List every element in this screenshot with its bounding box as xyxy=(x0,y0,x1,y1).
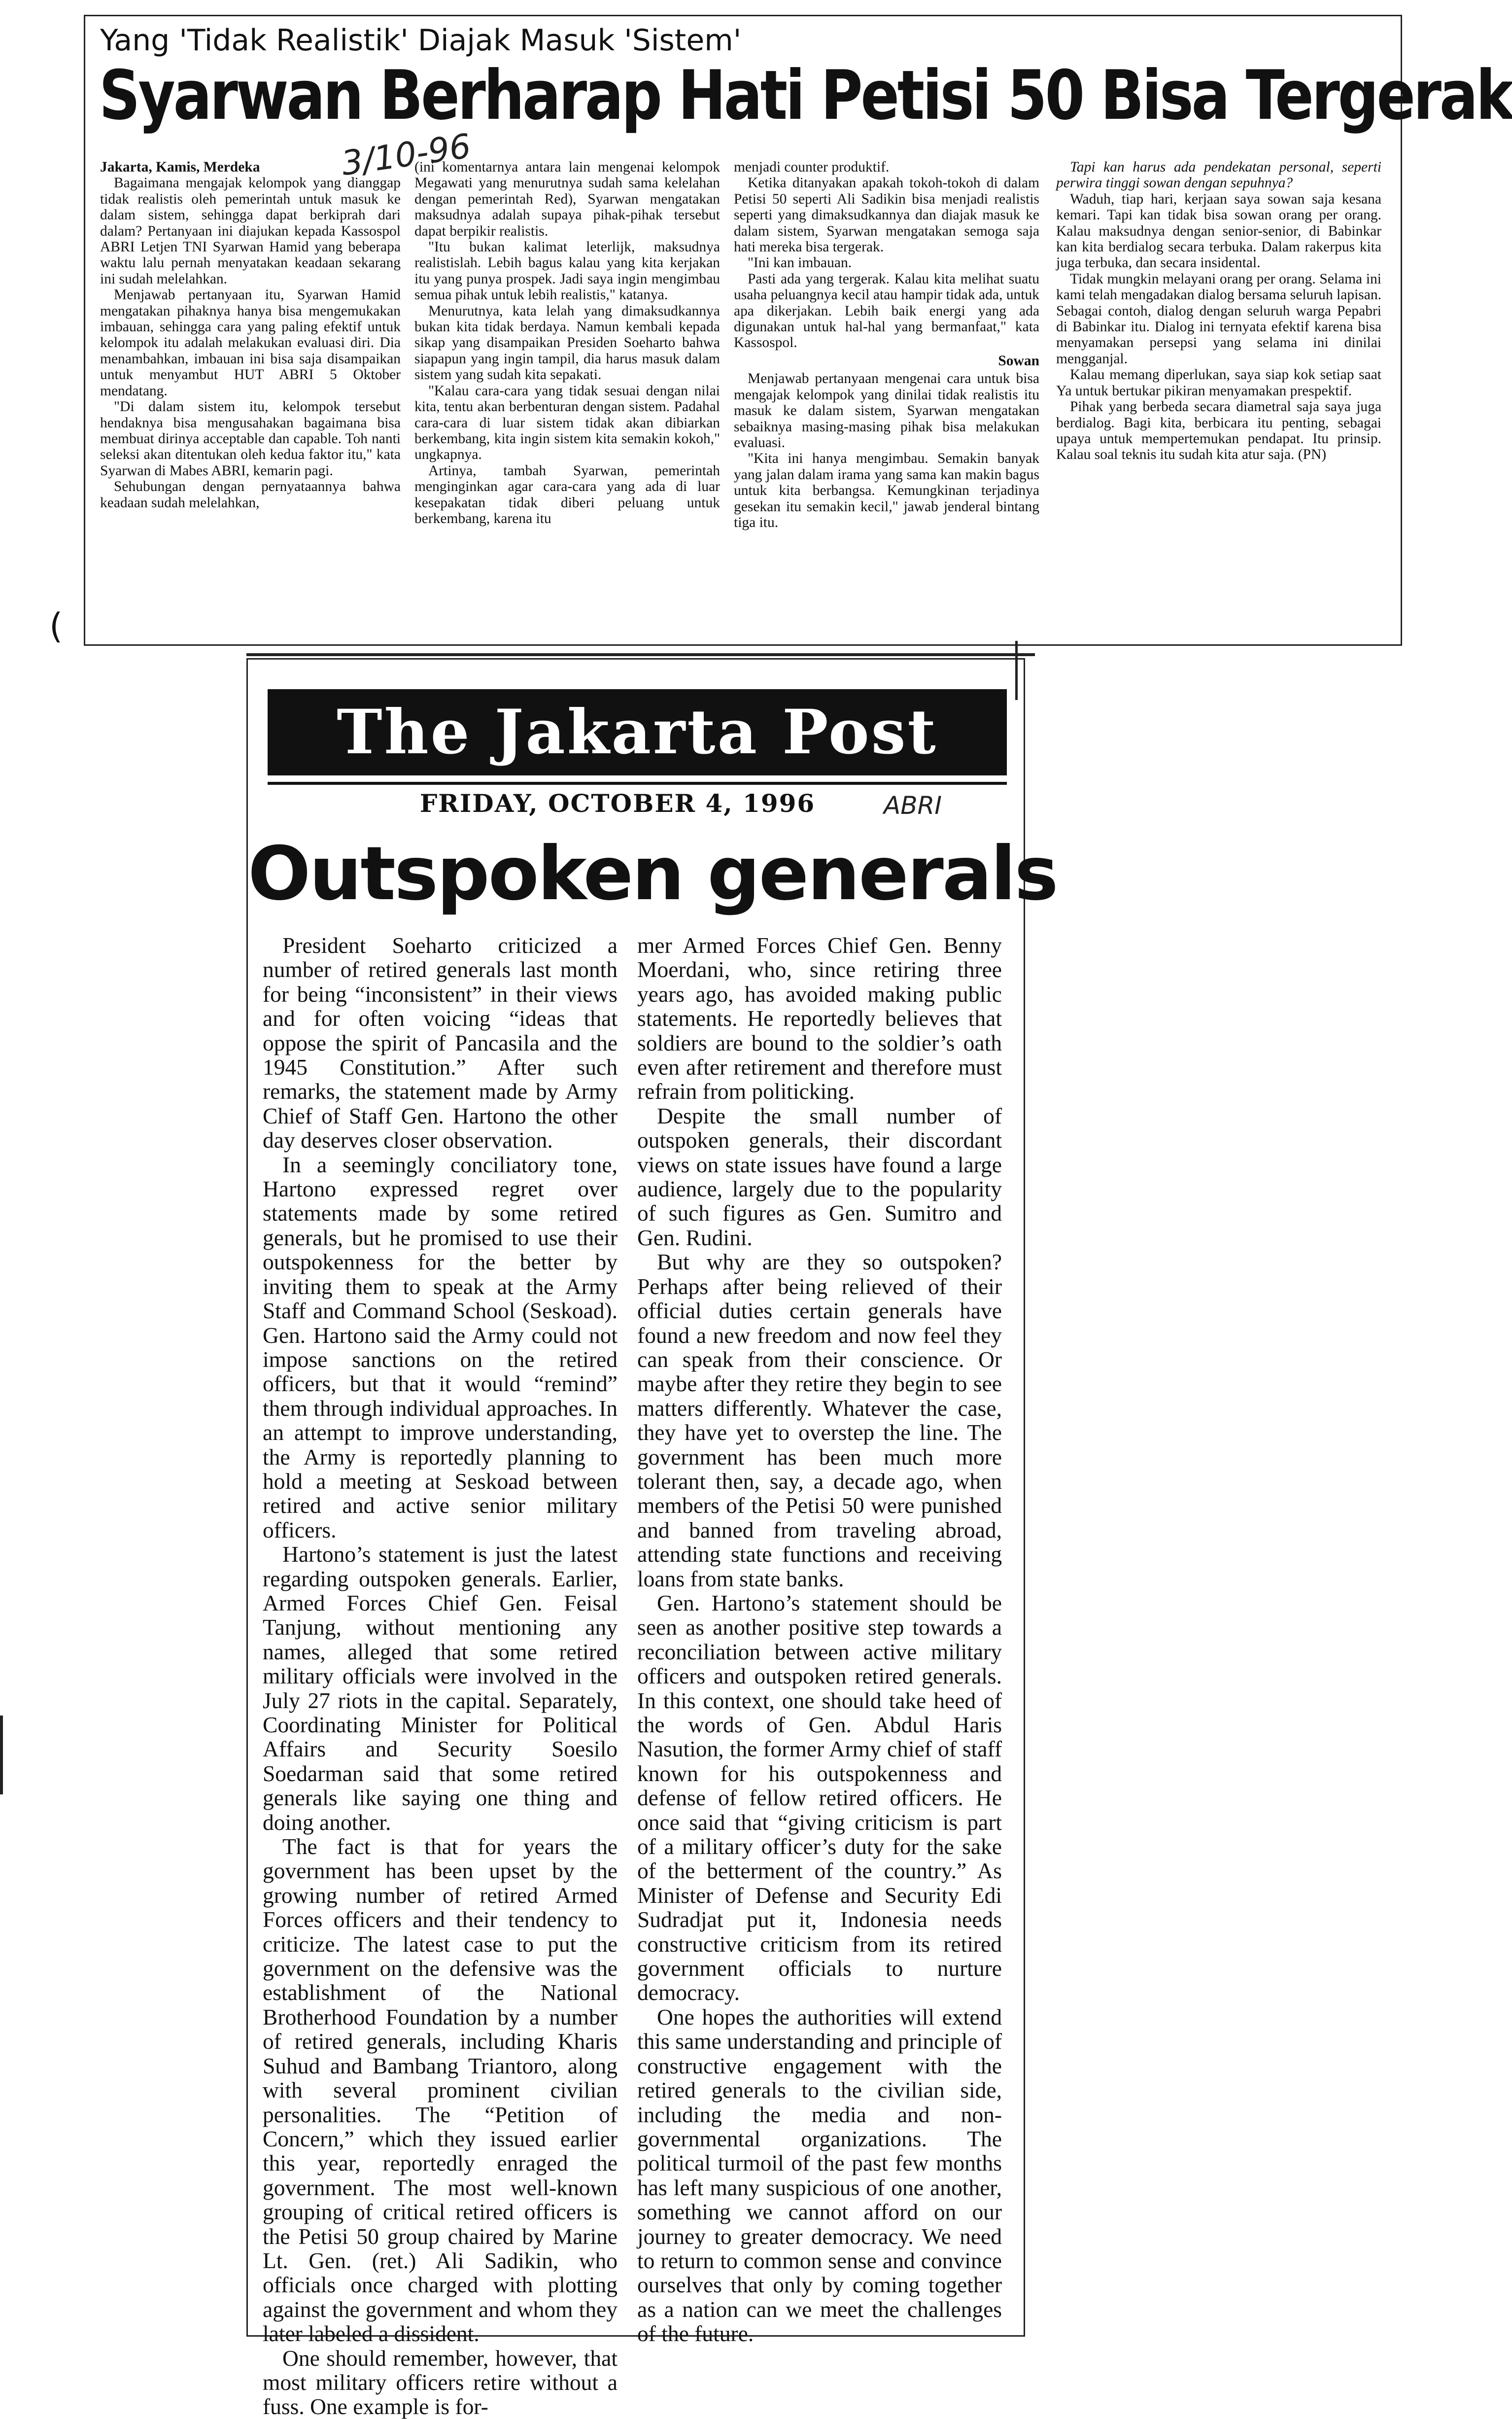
paragraph: Ketika ditanyakan apakah tokoh-tokoh di dalam Petisi 50 seperti Ali Sadikin bisa menjadi realistis seperti yang dimaksudkannya dan diajak masuk ke dalam sistem, Syarwan mengatakan semoga saja hati mereka bisa tergerak. xyxy=(734,175,1039,255)
paragraph: Menurutnya, kata lelah yang dimaksudkannya bukan kita tidak berdaya. Namun kembali kepada sikap yang disampaikan Presiden Soeharto bahwa siapapun yang ingin tampil, dia harus masuk dalam sistem yang sudah kita sepakati. xyxy=(414,303,720,383)
paragraph: One should remember, however, that most military officers retire without a fuss. One example is for- xyxy=(263,2345,618,2419)
paragraph: (ini komentarnya antara lain mengenai kelompok Megawati yang menurutnya sudah sama kelelahan dengan pemerintah Red), Syarwan mengatakan maksudnya adalah supaya pihak-pihak tersebut dapat berpikir realistis. xyxy=(414,159,720,239)
article1-column-1 xyxy=(100,159,401,640)
paragraph: Bagaimana mengajak kelompok yang dianggap tidak realistis oleh pemerintah untuk masuk ke dalam sistem, sehingga dapat berkiprah dari dalam? Pertanyaan ini diajukan kepada Kassospol ABRI Letjen TNI Syarwan Hamid yang beberapa waktu lalu pernah menyatakan keadaan sekarang ini sudah melelahkan. xyxy=(100,175,401,287)
paragraph: Gen. Hartono’s statement should be seen as another positive step towards a reconciliation between active military officers and outspoken retired generals. In this context, one should take heed of the words of Gen. Abdul Haris Nasution, the former Army chief of staff known for his outspokenness and defense of fellow retired officers. He once said that “giving criticism is part of a military officer’s duty for the sake of the betterment of the country.” As Minister of Defense and Security Edi Sudradjat put it, Indonesia needs constructive criticism from its retired government officials to nurture democracy. xyxy=(637,1590,1002,2005)
svg-text:ABRI: ABRI xyxy=(884,791,942,820)
editorial-column-2 xyxy=(637,933,1002,2347)
margin-bracket-mark: ( xyxy=(49,606,63,646)
paragraph: menjadi counter produktif. xyxy=(734,159,890,175)
paragraph: But why are they so outspoken? Perhaps after being relieved of their official duties certain generals have found a new freedom and now feel they can speak from their conscience. Or maybe after they retire they begin to see matters differently. Whatever the case, they have yet to overstep the line. The government has been much more tolerant then, say, a decade ago, when members of the Petisi 50 were punished and banned from traveling abroad, attending state functions and receiving loans from state banks. xyxy=(637,1249,1002,1591)
paragraph: Menjawab pertanyaan mengenai cara untuk bisa mengajak kelompok yang dinilai tidak realistis itu masuk ke dalam sistem, Syarwan mengatakan sebaiknya masing-masing pihak bisa melakukan evaluasi. xyxy=(734,371,1039,451)
paragraph: Pihak yang berbeda secara diametral saja saya juga berdialog. Bagi kita, berbicara itu penting, sebagai upaya untuk mempertemukan pendapat. Itu prinsip. Kalau soal teknis itu sudah kita atur saja. (PN) xyxy=(1056,399,1381,463)
article1-headline: Syarwan Berharap Hati Petisi 50 Bisa Tergerak xyxy=(99,56,1512,135)
paragraph: "Kalau cara-cara yang tidak sesuai dengan nilai kita, tentu akan berbenturan dengan sistem. Padahal cara-cara di luar sistem tidak akan dibiarkan berkembang, kita ingin sistem kita semakin kokoh," ungkapnya. xyxy=(414,383,720,463)
publication-date: FRIDAY, OCTOBER 4, 1996 xyxy=(419,789,816,818)
paragraph: Sehubungan dengan pernyataannya bahwa keadaan sudah melelahkan, xyxy=(100,479,401,511)
paragraph: mer Armed Forces Chief Gen. Benny Moerdani, who, since retiring three years ago, has avoided making public statements. He reportedly believes that soldiers are bound to the soldier’s oath even after retirement and therefore must refrain from politicking. xyxy=(637,933,1002,1104)
article1-column-2 xyxy=(414,159,720,640)
paragraph: "Di dalam sistem itu, kelompok tersebut hendaknya bisa mengusahakan bagaimana bisa membuat dirinya acceptable dan capable. Toh nanti seleksi akan ditentukan oleh kedua faktor itu," kata Syarwan di Mabes ABRI, kemarin pagi. xyxy=(100,399,401,479)
masthead-rule xyxy=(268,782,1007,785)
paragraph: In a seemingly conciliatory tone, Hartono expressed regret over statements made by some retired generals, but he promised to use their outspokenness for the better by inviting them to speak at the Army Staff and Command School (Seskoad). Gen. Hartono said the Army could not impose sanctions on the retired officers, but that it would “remind” them through individual approaches. In an attempt to improve understanding, the Army is reportedly planning to hold a meeting at Seskoad between retired and active senior military officers. xyxy=(263,1152,618,1543)
article1-column-4 xyxy=(1056,159,1381,640)
svg-text:3/10-96: 3/10-96 xyxy=(339,127,474,184)
editorial-column-1 xyxy=(263,933,618,2419)
margin-edge-mark xyxy=(0,1716,3,1794)
handwritten-note xyxy=(879,785,977,825)
question-lead: Tapi kan harus ada pendekatan personal, seperti perwira tinggi sowan dengan sepuhnya? xyxy=(1056,159,1381,191)
paragraph: Hartono’s statement is just the latest regarding outspoken generals. Earlier, Armed Forces Chief Gen. Feisal Tanjung, without mentioning any names, alleged that some retired military officials were involved in the July 27 riots in the capital. Separately, Coordinating Minister for Political Affairs and Security Soesilo Soedarman said that some retired generals like saying one thing and doing another. xyxy=(263,1542,618,1835)
paragraph: "Kita ini hanya mengimbau. Semakin banyak yang jalan dalam irama yang sama kan makin bagus untuk kita berbangsa. Kemungkinan terjadinya gesekan itu semakin kecil," jawab jenderal bintang tiga itu. xyxy=(734,451,1039,530)
paragraph: Tidak mungkin melayani orang per orang. Selama ini kami telah mengadakan dialog bersama seluruh lapisan. Sebagai contoh, dialog dengan seluruh warga Pepabri di Babinkar itu. Dialog ini ternyata efektif karena bisa menyamakan persepsi yang selama ini dinilai mengganjal. xyxy=(1056,271,1381,367)
paragraph: Artinya, tambah Syarwan, pemerintah menginginkan agar cara-cara yang ada di luar kesepakatan tidak diberi peluang untuk berkembang, karena itu xyxy=(414,462,720,526)
clip-top-rule xyxy=(246,653,1035,656)
article1-column-3 xyxy=(734,159,1039,640)
paragraph: The fact is that for years the government has been upset by the growing number of retired Armed Forces officers and their tendency to criticize. The latest case to put the government on the defensive was the establishment of the National Brotherhood Foundation by a number of retired generals, including Kharis Suhud and Bambang Triantoro, along with several prominent civilian personalities. The “Petition of Concern,” which they issued earlier this year, reportedly enraged the government. The most well-known grouping of critical retired officers is the Petisi 50 group chaired by Marine Lt. Gen. (ret.) Ali Sadikin, who officials once charged with plotting against the government and whom they later labeled a dissident. xyxy=(263,1834,618,2347)
subhead: Sowan xyxy=(998,352,1039,369)
masthead: The Jakarta Post xyxy=(268,689,1007,775)
paragraph: President Soeharto criticized a number of retired generals last month for being “inconsistent” in their views and for often voicing “ideas that oppose the spirit of Pancasila and the 1945 Constitution.” After such remarks, the statement made by Army Chief of Staff Gen. Hartono the other day deserves closer observation. xyxy=(263,933,618,1153)
paragraph: Kalau memang diperlukan, saya siap kok setiap saat Ya untuk bertukar pikiran menyamakan prespektif. xyxy=(1056,367,1381,399)
paragraph: Despite the small number of outspoken generals, their discordant views on state issues have found a large audience, largely due to the popularity of such figures as Gen. Sumitro and Gen. Rudini. xyxy=(637,1103,1002,1250)
paragraph: Menjawab pertanyaan itu, Syarwan Hamid mengatakan pihaknya hanya bisa mengemukakan imbauan, sehingga cara yang paling efektif untuk kelompok itu adalah melakukan evaluasi diri. Dia menambahkan, imbauan ini bisa saja disampaikan untuk menyambut HUT ABRI 5 Oktober mendatang. xyxy=(100,287,401,399)
dateline: Jakarta, Kamis, Merdeka xyxy=(100,159,260,175)
paragraph: One hopes the authorities will extend this same understanding and principle of constructive engagement with the retired generals to the civilian side, including the media and non-governmental organizations. The political turmoil of the past few months has left many suspicious of one another, something we cannot afford on our journey to greater democracy. We need to return to common sense and convince ourselves that only by coming together as a nation can we meet the challenges of the future. xyxy=(637,2004,1002,2347)
paragraph: Waduh, tiap hari, kerjaan saya sowan saja kesana kemari. Tapi kan tidak bisa sowan orang per orang. Kalau maksudnya dengan senior-senior, di Babinkar kan kita berdialog secara terbuka. Dalam rakerpus kita juga terbuka, dan secara insidental. xyxy=(1056,191,1381,271)
merdeka-clipping xyxy=(84,15,1512,646)
margin-tick-mark xyxy=(1015,641,1018,700)
jakarta-post-clipping xyxy=(246,658,1057,2419)
paragraph: "Ini kan imbauan. xyxy=(748,255,852,271)
paragraph: Pasti ada yang tergerak. Kalau kita melihat suatu usaha peluangnya kecil atau hampir tidak ada, untuk apa dikerjakan. Lebih baik energi yang ada digunakan untuk hal-hal yang bermanfaat," kata Kassospol. xyxy=(734,271,1039,351)
article1-kicker: Yang 'Tidak Realistik' Diajak Masuk 'Sistem' xyxy=(100,23,742,58)
paragraph: "Itu bukan kalimat leterlijk, maksudnya realistislah. Lebih bagus kalau yang kita kerjakan itu yang punya prospek. Jadi saya ingin mengimbau semua pihak untuk lebih realistis," katanya. xyxy=(414,239,720,303)
editorial-headline: Outspoken generals xyxy=(248,831,1057,917)
